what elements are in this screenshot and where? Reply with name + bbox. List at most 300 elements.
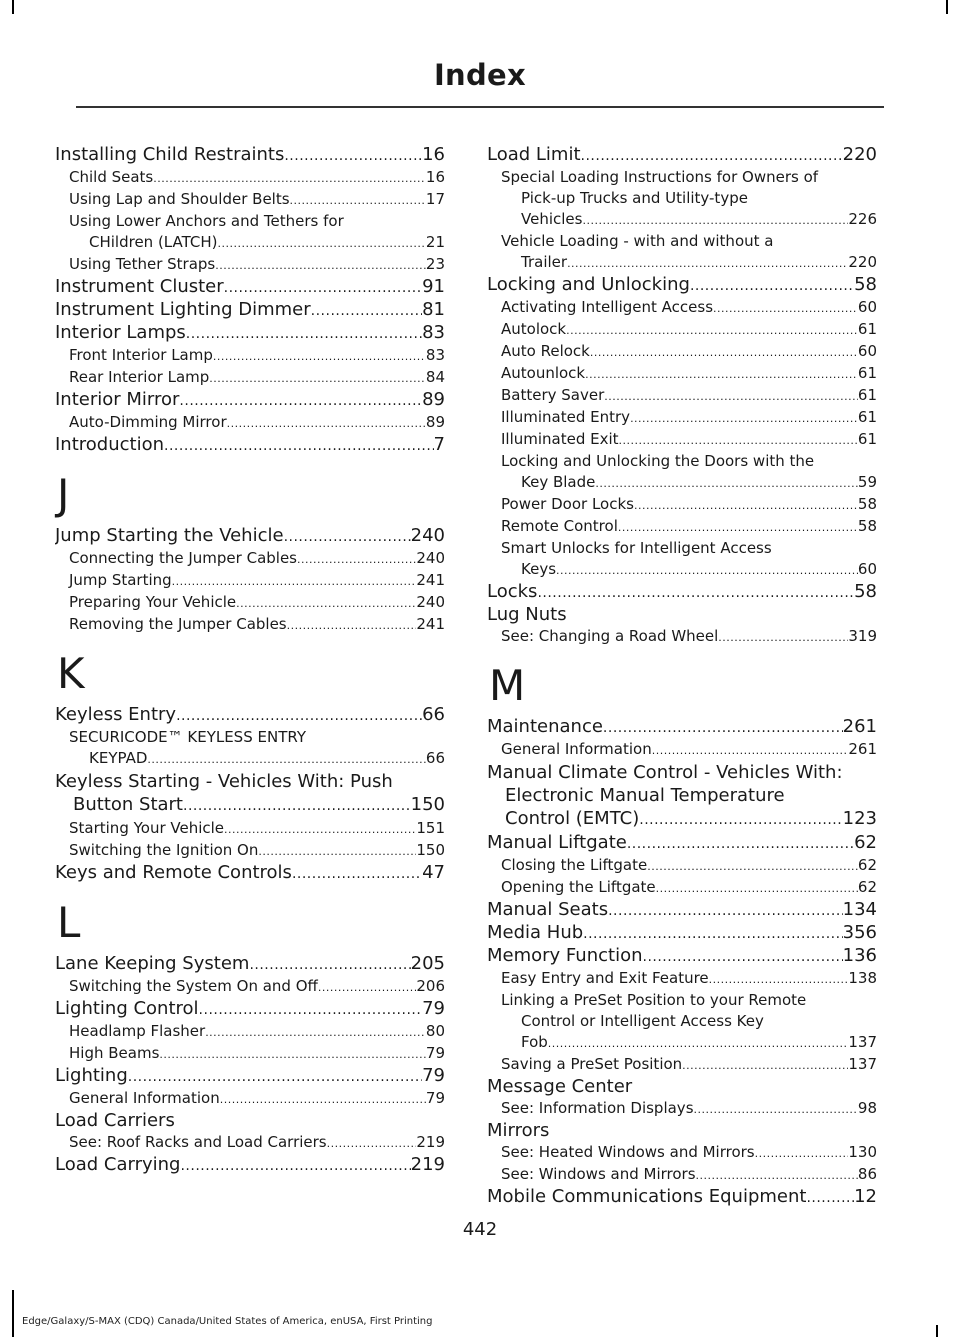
dot-leader (627, 833, 854, 855)
dot-leader (297, 549, 416, 570)
dot-leader (159, 1044, 426, 1065)
entry-page-number: 226 (848, 210, 877, 228)
section-letter: J (57, 470, 70, 519)
dot-leader (327, 1133, 417, 1154)
index-entry[interactable] (55, 1154, 445, 1177)
dot-leader (287, 615, 417, 636)
dot-leader (643, 946, 843, 968)
entry-label: Keys (521, 560, 557, 578)
dot-leader (213, 346, 426, 367)
index-entry[interactable]: Message Center (487, 1076, 633, 1097)
entry-label: Button Start (73, 794, 183, 815)
dot-leader (180, 1155, 410, 1177)
entry-label: Connecting the Jumper Cables (69, 549, 297, 567)
index-subentry[interactable] (487, 1098, 877, 1120)
entry-label: Autolock (501, 320, 567, 338)
index-subentry[interactable] (55, 614, 445, 636)
index-subentry[interactable] (55, 412, 445, 434)
dot-leader (537, 582, 854, 604)
dot-leader (128, 1066, 422, 1088)
entry-page-number: 241 (416, 571, 445, 589)
entry-label: SECURICODE™ KEYLESS ENTRY (69, 728, 306, 746)
entry-page-number: 58 (857, 495, 877, 513)
entry-page-number: 98 (857, 1099, 877, 1117)
index-subentry[interactable] (487, 626, 877, 648)
index-subentry[interactable] (55, 840, 445, 862)
entry-page-number: 261 (848, 740, 877, 758)
index-subentry[interactable] (487, 1164, 877, 1186)
entry-label-continued[interactable] (501, 209, 877, 231)
entry-label: Starting Your Vehicle (69, 819, 225, 837)
dot-leader (290, 190, 426, 211)
section-letter: M (489, 661, 526, 710)
dot-leader (618, 517, 858, 538)
entry-page-number: 81 (422, 299, 445, 320)
entry-label: Preparing Your Vehicle (69, 593, 237, 611)
entry-label: Using Lap and Shoulder Belts (69, 190, 290, 208)
entry-label: Lane Keeping System (55, 953, 250, 974)
index-entry[interactable] (487, 922, 877, 945)
entry-label: Locking and Unlocking the Doors with the (501, 452, 815, 470)
dot-leader (582, 210, 848, 231)
entry-label-continued[interactable] (69, 748, 445, 770)
entry-label: Instrument Lighting Dimmer (55, 299, 311, 320)
entry-page-number: 89 (425, 413, 445, 431)
entry-page-number: 61 (857, 386, 877, 404)
entry-label: Manual Seats (487, 899, 609, 920)
entry-label: Front Interior Lamp (69, 346, 213, 364)
index-entry[interactable] (487, 832, 877, 855)
entry-page-number: 62 (857, 878, 877, 896)
entry-page-number: 62 (857, 856, 877, 874)
entry-label: Introduction (55, 434, 165, 455)
index-entry[interactable] (55, 862, 445, 885)
entry-label-continued: Pick-up Trucks and Utility-type (521, 189, 748, 207)
entry-page-number: 206 (416, 977, 445, 995)
index-entry[interactable] (487, 716, 877, 739)
entry-page-number: 66 (422, 704, 445, 725)
entry-page-number: 58 (854, 581, 877, 602)
dot-leader (284, 526, 411, 548)
index-subentry[interactable] (487, 855, 877, 877)
index-subentry[interactable] (487, 167, 877, 231)
index-subentry[interactable] (487, 341, 877, 363)
dot-leader (224, 819, 416, 840)
dot-leader (556, 560, 858, 581)
entry-label: Keyless Entry (55, 704, 177, 725)
entry-page-number: 61 (857, 364, 877, 382)
index-entry[interactable]: Load Carriers (55, 1110, 175, 1131)
index-entry[interactable] (487, 581, 877, 604)
dot-leader (806, 1187, 854, 1209)
index-entry[interactable]: Mirrors (487, 1120, 550, 1141)
index-subentry[interactable] (55, 167, 445, 189)
index-subentry[interactable] (55, 727, 445, 770)
entry-page-number: 12 (854, 1186, 877, 1207)
section-letter: L (57, 898, 81, 947)
index-subentry[interactable] (487, 877, 877, 899)
index-subentry[interactable] (487, 1054, 877, 1076)
index-subentry[interactable] (55, 592, 445, 614)
dot-leader (656, 878, 858, 899)
entry-page-number: 134 (842, 899, 877, 920)
entry-page-number: 137 (848, 1033, 877, 1051)
entry-label: Activating Intelligent Access (501, 298, 714, 316)
dot-leader (249, 954, 410, 976)
edition-footer: Edge/Galaxy/S-MAX (CDQ) Canada/United States of America, enUSA, First Printing (22, 1316, 433, 1327)
entry-label: Switching the Ignition On (69, 841, 259, 859)
dot-leader (713, 298, 858, 319)
dot-leader (595, 473, 858, 494)
index-subentry[interactable] (55, 211, 445, 254)
dot-leader (176, 705, 422, 727)
index-entry[interactable]: Lug Nuts (487, 604, 567, 625)
entry-label-continued[interactable] (501, 472, 877, 494)
index-entry[interactable] (55, 322, 445, 345)
entry-label: Load Carrying (55, 1154, 181, 1175)
index-subentry[interactable] (487, 385, 877, 407)
entry-page-number: 61 (857, 430, 877, 448)
entry-label-continued[interactable] (487, 807, 877, 832)
index-subentry[interactable] (487, 990, 877, 1054)
dot-leader (147, 749, 426, 770)
entry-page-number: 79 (422, 998, 445, 1019)
dot-leader (647, 856, 858, 877)
index-subentry[interactable] (55, 345, 445, 367)
entry-label: Installing Child Restraints (55, 144, 285, 165)
entry-page-number: 91 (422, 276, 445, 297)
entry-page-number: 16 (425, 168, 445, 186)
index-subentry[interactable] (487, 1142, 877, 1164)
entry-page-number: 89 (422, 389, 445, 410)
entry-page-number: 61 (857, 320, 877, 338)
entry-label: Memory Function (487, 945, 643, 966)
index-subentry[interactable] (55, 254, 445, 276)
dot-leader (583, 923, 842, 945)
entry-label: Interior Lamps (55, 322, 186, 343)
entry-page-number: 130 (848, 1143, 877, 1161)
entry-page-number: 261 (842, 716, 877, 737)
entry-label: Auto Relock (501, 342, 590, 360)
entry-label: Remote Control (501, 517, 618, 535)
entry-page-number: 58 (854, 274, 877, 295)
entry-label: See: Windows and Mirrors (501, 1165, 696, 1183)
entry-page-number: 219 (416, 1133, 445, 1151)
dot-leader (682, 1055, 848, 1076)
dot-leader (318, 977, 417, 998)
entry-label: Easy Entry and Exit Feature (501, 969, 709, 987)
index-subentry[interactable] (487, 968, 877, 990)
dot-leader (755, 1143, 849, 1164)
entry-label: See: Roof Racks and Load Carriers (69, 1133, 327, 1151)
entry-page-number: 60 (857, 342, 877, 360)
index-subentry[interactable] (487, 494, 877, 516)
entry-label: CHildren (LATCH) (89, 233, 218, 251)
dot-leader (292, 863, 422, 885)
entry-label-continued[interactable] (69, 232, 445, 254)
page-number: 442 (462, 1219, 498, 1240)
entry-label: Jump Starting (69, 571, 172, 589)
index-entry[interactable] (55, 276, 445, 299)
crop-mark-bottom-right (936, 1325, 938, 1337)
entry-label: See: Information Displays (501, 1099, 694, 1117)
entry-label: Child Seats (69, 168, 154, 186)
crop-mark-bottom-left (12, 1290, 14, 1337)
dot-leader (619, 430, 858, 451)
entry-page-number: 62 (854, 832, 877, 853)
entry-page-number: 84 (425, 368, 445, 386)
entry-page-number: 138 (848, 969, 877, 987)
index-entry[interactable] (487, 144, 877, 167)
entry-page-number: 220 (842, 144, 877, 165)
entry-label-continued[interactable] (501, 559, 877, 581)
entry-label: Rear Interior Lamp (69, 368, 210, 386)
dot-leader (634, 495, 858, 516)
index-subentry[interactable] (55, 367, 445, 389)
dot-leader (258, 841, 416, 862)
dot-leader (153, 168, 426, 189)
entry-page-number: 240 (410, 525, 445, 546)
entry-label: Vehicles (521, 210, 583, 228)
entry-page-number: 240 (416, 549, 445, 567)
dot-leader (284, 145, 422, 167)
entry-label: Control (EMTC) (505, 808, 640, 829)
dot-leader (718, 627, 848, 648)
section-letter: K (57, 649, 85, 698)
entry-page-number: 60 (857, 560, 877, 578)
entry-label: Fob (521, 1033, 548, 1051)
entry-label: Mobile Communications Equipment (487, 1186, 807, 1207)
index-column-left (55, 144, 445, 1177)
entry-label: Lighting (55, 1065, 128, 1086)
entry-label: Saving a PreSet Position (501, 1055, 683, 1073)
index-entry[interactable] (487, 945, 877, 968)
entry-label: Using Tether Straps (69, 255, 216, 273)
entry-label: Vehicle Loading - with and without a (501, 232, 774, 250)
index-entry[interactable] (487, 899, 877, 922)
entry-label: Illuminated Entry (501, 408, 631, 426)
entry-label-continued[interactable] (501, 1032, 877, 1054)
dot-leader (604, 386, 858, 407)
entry-page-number: 136 (842, 945, 877, 966)
dot-leader (220, 1089, 426, 1110)
entry-page-number: 79 (425, 1089, 445, 1107)
entry-label: Manual Liftgate (487, 832, 627, 853)
entry-label: Media Hub (487, 922, 584, 943)
index-entry[interactable] (55, 953, 445, 976)
entry-page-number: 58 (857, 517, 877, 535)
entry-page-number: 150 (410, 794, 445, 815)
dot-leader (236, 593, 416, 614)
entry-label: Removing the Jumper Cables (69, 615, 287, 633)
entry-label: KEYPAD (89, 749, 148, 767)
index-subentry[interactable] (55, 976, 445, 998)
entry-label: Locking and Unlocking (487, 274, 690, 295)
entry-page-number: 319 (848, 627, 877, 645)
entry-label: Load Limit (487, 144, 581, 165)
index-entry[interactable] (55, 389, 445, 412)
index-column-right (487, 144, 877, 1209)
entry-page-number: 220 (848, 253, 877, 271)
entry-page-number: 150 (416, 841, 445, 859)
entry-page-number: 240 (416, 593, 445, 611)
entry-page-number: 83 (425, 346, 445, 364)
dot-leader (694, 1099, 858, 1120)
entry-label: Manual Climate Control - Vehicles With: (487, 762, 843, 783)
dot-leader (566, 320, 858, 341)
dot-leader (567, 253, 848, 274)
index-subentry[interactable] (487, 739, 877, 761)
title-divider (76, 106, 884, 108)
index-subentry[interactable] (487, 538, 877, 581)
index-subentry[interactable] (55, 548, 445, 570)
index-entry[interactable] (55, 299, 445, 322)
dot-leader (172, 571, 417, 592)
entry-page-number: 61 (857, 408, 877, 426)
dot-leader (183, 795, 411, 818)
index-entry[interactable] (55, 998, 445, 1021)
entry-page-number: 66 (425, 749, 445, 767)
dot-leader (218, 233, 426, 254)
entry-page-number: 79 (422, 1065, 445, 1086)
dot-leader (164, 435, 434, 457)
entry-label: Interior Mirror (55, 389, 180, 410)
index-entry[interactable] (487, 1186, 877, 1209)
entry-page-number: 205 (410, 953, 445, 974)
index-subentry[interactable] (487, 363, 877, 385)
index-subentry[interactable] (487, 407, 877, 429)
index-subentry[interactable] (487, 429, 877, 451)
index-subentry[interactable] (55, 818, 445, 840)
entry-label: General Information (69, 1089, 220, 1107)
index-subentry[interactable] (487, 297, 877, 319)
entry-label: Key Blade (521, 473, 596, 491)
dot-leader (690, 275, 854, 297)
entry-label: Jump Starting the Vehicle (55, 525, 284, 546)
entry-page-number: 47 (422, 862, 445, 883)
entry-page-number: 7 (433, 434, 445, 455)
dot-leader (548, 1033, 849, 1054)
dot-leader (209, 368, 426, 389)
entry-page-number: 356 (842, 922, 877, 943)
entry-page-number: 137 (848, 1055, 877, 1073)
dot-leader (224, 277, 422, 299)
entry-label: Instrument Cluster (55, 276, 224, 297)
entry-label-continued: Control or Intelligent Access Key (521, 1012, 764, 1030)
entry-label: Illuminated Exit (501, 430, 619, 448)
index-subentry[interactable] (487, 319, 877, 341)
entry-page-number: 23 (425, 255, 445, 273)
entry-page-number: 16 (422, 144, 445, 165)
dot-leader (603, 717, 843, 739)
entry-label: See: Heated Windows and Mirrors (501, 1143, 755, 1161)
entry-label: Using Lower Anchors and Tethers for (69, 212, 344, 230)
index-subentry[interactable] (487, 516, 877, 538)
index-entry[interactable] (55, 434, 445, 457)
dot-leader (608, 900, 843, 922)
entry-label: Keyless Starting - Vehicles With: Push (55, 771, 393, 792)
entry-label: See: Changing a Road Wheel (501, 627, 719, 645)
entry-page-number: 21 (425, 233, 445, 251)
entry-label: Smart Unlocks for Intelligent Access (501, 539, 772, 557)
entry-label-continued[interactable] (55, 793, 445, 818)
entry-page-number: 60 (857, 298, 877, 316)
index-subentry[interactable] (55, 570, 445, 592)
index-subentry[interactable] (487, 451, 877, 494)
entry-page-number: 80 (425, 1022, 445, 1040)
entry-label: Lighting Control (55, 998, 199, 1019)
entry-label: Battery Saver (501, 386, 605, 404)
index-entry[interactable] (55, 144, 445, 167)
index-entry[interactable] (55, 525, 445, 548)
index-subentry[interactable] (55, 1132, 445, 1154)
crop-mark-top-right (946, 0, 948, 14)
index-subentry[interactable] (55, 1043, 445, 1065)
entry-label: Power Door Locks (501, 495, 634, 513)
entry-label: Autounlock (501, 364, 586, 382)
index-entry[interactable] (487, 761, 877, 832)
entry-page-number: 83 (422, 322, 445, 343)
dot-leader (205, 1022, 426, 1043)
index-subentry[interactable] (487, 231, 877, 274)
dot-leader (709, 969, 849, 990)
entry-label: Switching the System On and Off (69, 977, 318, 995)
dot-leader (585, 364, 858, 385)
entry-label: Opening the Liftgate (501, 878, 656, 896)
index-entry[interactable] (55, 1065, 445, 1088)
entry-label: Keys and Remote Controls (55, 862, 292, 883)
dot-leader (696, 1165, 858, 1186)
dot-leader (199, 999, 423, 1021)
dot-leader (227, 413, 426, 434)
dot-leader (630, 408, 858, 429)
entry-label: Trailer (521, 253, 568, 271)
dot-leader (311, 300, 422, 322)
entry-label: High Beams (69, 1044, 160, 1062)
dot-leader (652, 740, 849, 761)
entry-page-number: 123 (842, 808, 877, 829)
page-title: Index (433, 58, 527, 92)
index-entry[interactable] (55, 704, 445, 727)
dot-leader (581, 145, 843, 167)
entry-label: Maintenance (487, 716, 603, 737)
entry-page-number: 241 (416, 615, 445, 633)
entry-label: Locks (487, 581, 538, 602)
entry-label: Closing the Liftgate (501, 856, 648, 874)
index-subentry[interactable] (55, 189, 445, 211)
index-entry[interactable] (487, 274, 877, 297)
entry-label: Special Loading Instructions for Owners of (501, 168, 819, 186)
entry-label-continued: Electronic Manual Temperature (505, 785, 785, 806)
entry-page-number: 151 (416, 819, 445, 837)
entry-label-continued[interactable] (501, 252, 877, 274)
dot-leader (639, 809, 842, 832)
entry-label: General Information (501, 740, 652, 758)
crop-mark-top-left (12, 0, 14, 14)
entry-page-number: 86 (857, 1165, 877, 1183)
index-subentry[interactable] (55, 1021, 445, 1043)
entry-label: Linking a PreSet Position to your Remote (501, 991, 807, 1009)
entry-label: Headlamp Flasher (69, 1022, 206, 1040)
entry-label: Auto-Dimming Mirror (69, 413, 227, 431)
dot-leader (215, 255, 426, 276)
entry-page-number: 59 (857, 473, 877, 491)
entry-page-number: 17 (425, 190, 445, 208)
entry-page-number: 79 (425, 1044, 445, 1062)
index-entry[interactable] (55, 770, 445, 818)
index-subentry[interactable] (55, 1088, 445, 1110)
dot-leader (179, 390, 422, 412)
